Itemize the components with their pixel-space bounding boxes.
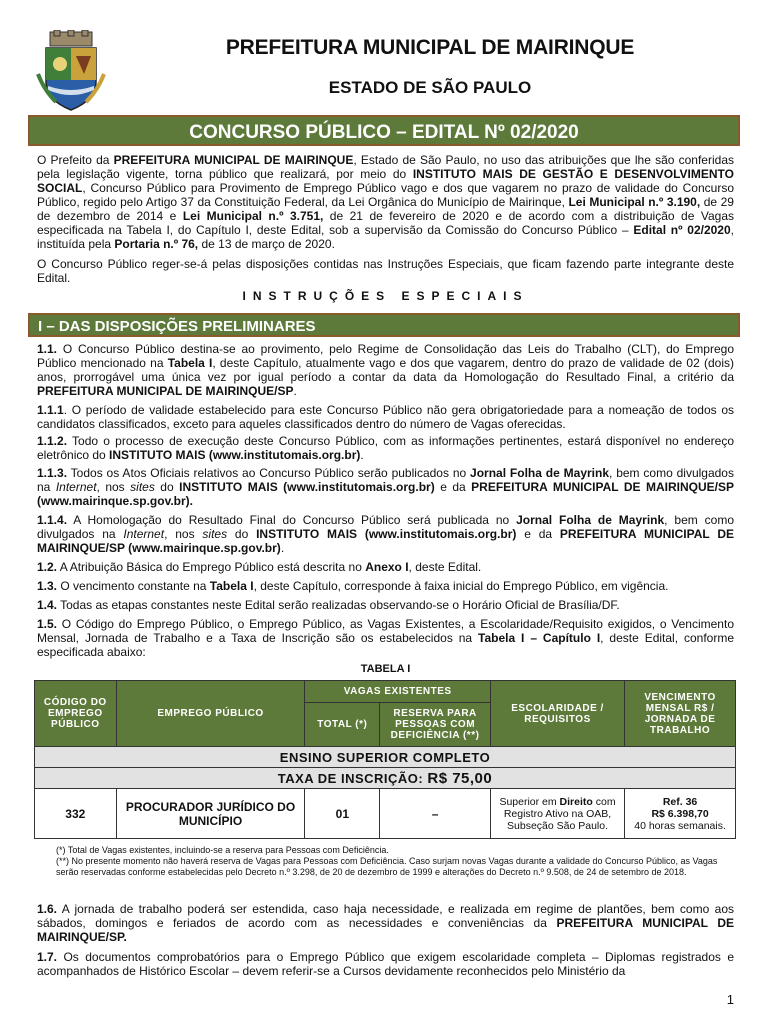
salary-ref: Ref. 36 (662, 795, 698, 808)
col-header-codigo: CÓDIGO DO EMPREGO PÚBLICO (35, 681, 117, 747)
special-instructions-heading: INSTRUÇÕES ESPECIAIS (242, 289, 529, 303)
intro-paragraph: O Prefeito da PREFEITURA MUNICIPAL DE MAIRINQUE, Estado de São Paulo, no uso das atribuições que lhe são conferidas pela legislação vigente, torna público que realizará, por meio do INSTITUTO MAIS DE GESTÃO E DESENVOLVIMENTO SOCIAL, Concurso Público para Provimento de Emprego Público vago e dos que vagarem no prazo de validade do Concurso Público, regido pelo Artigo 37 da Constituição Federal, da Lei Orgânica do Município de Mairinque, Lei Municipal n.º 3.190, de 29 de dezembro de 2014 e Lei Municipal n.º 3.751, de 21 de fevereiro de 2020 e de acordo com a distribuição de Vagas especificada na Tabela I, do Capítulo I, deste Edital, sob a supervisão da Comissão do Concurso Público – Edital nº 02/2020, instituída pela Portaria n.º 76, de 13 de março de 2020. (37, 153, 734, 251)
col-header-reserva: RESERVA PARA PESSOAS COM DEFICIÊNCIA (**) (380, 703, 491, 747)
fee-band (35, 768, 736, 789)
fee-value: R$ 75,00 (427, 769, 493, 787)
item-1-1-4: 1.1.4. A Homologação do Resultado Final do Concurso Público será publicada no Jornal Folha de Mayrink, bem como divulgados na Internet, nos sites do INSTITUTO MAIS (www.institutomais.org.br) e da PREFEITURA MUNICIPAL DE MAIRINQUE/SP (www.mairinque.sp.gov.br). (37, 513, 734, 555)
table-notes (56, 845, 736, 878)
col-header-vencimento: VENCIMENTO MENSAL R$ / JORNADA DE TRABALHO (625, 681, 736, 747)
table-row (35, 789, 736, 839)
cell-vencimento (625, 789, 736, 839)
table-note-2: (**) No presente momento não haverá reserva de Vagas para Pessoas com Deficiência. Caso surjam novas Vagas durante a validade do Concurso Público, as Vagas serão reservadas conforme estabelecidas pelo Decreto n.º 3.298, de 20 de dezembro de 1999 e alterações do Decreto n.º 9.508, de 24 de setembro de 2018. (56, 856, 718, 877)
edital-title-banner: CONCURSO PÚBLICO – EDITAL Nº 02/2020 (28, 115, 740, 146)
education-band: ENSINO SUPERIOR COMPLETO (35, 747, 736, 768)
salary-value: R$ 6.398,70 (651, 807, 709, 820)
item-1-1-2: 1.1.2. Todo o processo de execução deste Concurso Público, com as informações pertinentes, estará disponível no endereço eletrônico do INSTITUTO MAIS (www.institutomais.org.br). (37, 434, 734, 462)
item-1-1: 1.1. O Concurso Público destina-se ao provimento, pelo Regime de Consolidação das Leis do Trabalho (CLT), do Emprego Público mencionado na Tabela I, deste Capítulo, atualmente vago e dos que vagarem, dentro do prazo de validade de 02 (dois) anos, prorrogável uma única vez por igual período a contar da data da Homologação do Resultado Final, a critério da PREFEITURA MUNICIPAL DE MAIRINQUE/SP. (37, 342, 734, 398)
item-1-2: 1.2. A Atribuição Básica do Emprego Público está descrita no Anexo I, deste Edital. (37, 560, 482, 574)
col-header-vagas: VAGAS EXISTENTES (305, 681, 490, 703)
item-1-1-1: 1.1.1. O período de validade estabelecido para este Concurso Público não gera obrigatoriedade para a nomeação de todos os candidatos classificados, exceto para aqueles classificados dentro do número de Vagas oferecidas. (37, 403, 734, 431)
table-title: TABELA I (360, 663, 411, 675)
cell-emprego: PROCURADOR JURÍDICO DO MUNICÍPIO (116, 789, 305, 839)
cell-total: 01 (305, 789, 380, 839)
municipal-crest-icon (36, 30, 106, 114)
col-header-escolaridade: ESCOLARIDADE / REQUISITOS (490, 681, 624, 747)
item-1-3: 1.3. O vencimento constante na Tabela I, deste Capítulo, corresponde à faixa inicial do Emprego Público, em vigência. (37, 579, 669, 593)
fee-label: TAXA DE INSCRIÇÃO: (277, 770, 428, 786)
intro-paragraph-2: O Concurso Público reger-se-á pelas disposições contidas nas Instruções Especiais, que ficam fazendo parte integrante deste Edital. (37, 257, 734, 285)
col-header-emprego: EMPREGO PÚBLICO (116, 681, 305, 747)
page-subtitle: ESTADO DE SÃO PAULO (328, 78, 532, 97)
cell-escolaridade: Superior em Direito com Registro Ativo na OAB, Subseção São Paulo. (490, 789, 624, 839)
work-hours: 40 horas semanais. (634, 819, 726, 832)
page-title: PREFEITURA MUNICIPAL DE MAIRINQUE (225, 36, 635, 59)
table-note-1: (*) Total de Vagas existentes, incluindo-se a reserva para Pessoas com Deficiência. (56, 845, 389, 855)
item-1-5: 1.5. O Código do Emprego Público, o Emprego Público, as Vagas Existentes, a Escolaridade/Requisito exigidos, o Vencimento Mensal, Jornada de Trabalho e a Taxa de Inscrição são os estabelecidos na Tabela I – Capítulo I, deste Edital, conforme especificada abaixo: (37, 617, 734, 659)
item-1-4: 1.4. Todas as etapas constantes neste Edital serão realizadas observando-se o Horário Oficial de Brasília/DF. (37, 598, 620, 612)
section-heading: I – DAS DISPOSIÇÕES PRELIMINARES (28, 313, 740, 337)
vacancy-table (34, 680, 736, 839)
cell-reserva: – (380, 789, 491, 839)
item-1-1-3: 1.1.3. Todos os Atos Oficiais relativos ao Concurso Público serão publicados no Jornal Folha de Mayrink, bem como divulgados na Internet, nos sites do INSTITUTO MAIS (www.institutomais.org.br) e da PREFEITURA MUNICIPAL DE MAIRINQUE/SP (www.mairinque.sp.gov.br). (37, 466, 735, 508)
item-1-7: 1.7. Os documentos comprobatórios para o Emprego Público que exigem escolaridade completa – Diplomas registrados e acompanhados de Histórico Escolar – devem referir-se a Cursos devidamente reconhecidos pelo Ministério da (37, 950, 734, 978)
item-1-6: 1.6. A jornada de trabalho poderá ser estendida, caso haja necessidade, e realizada em regime de plantões, bem como aos sábados, domingos e feriados de acordo com as necessidades e conveniências da PREFEITURA MUNICIPAL DE MAIRINQUE/SP. (37, 902, 734, 944)
page-number: 1 (726, 992, 734, 1007)
col-header-total: TOTAL (*) (305, 703, 380, 747)
cell-codigo: 332 (35, 789, 117, 839)
